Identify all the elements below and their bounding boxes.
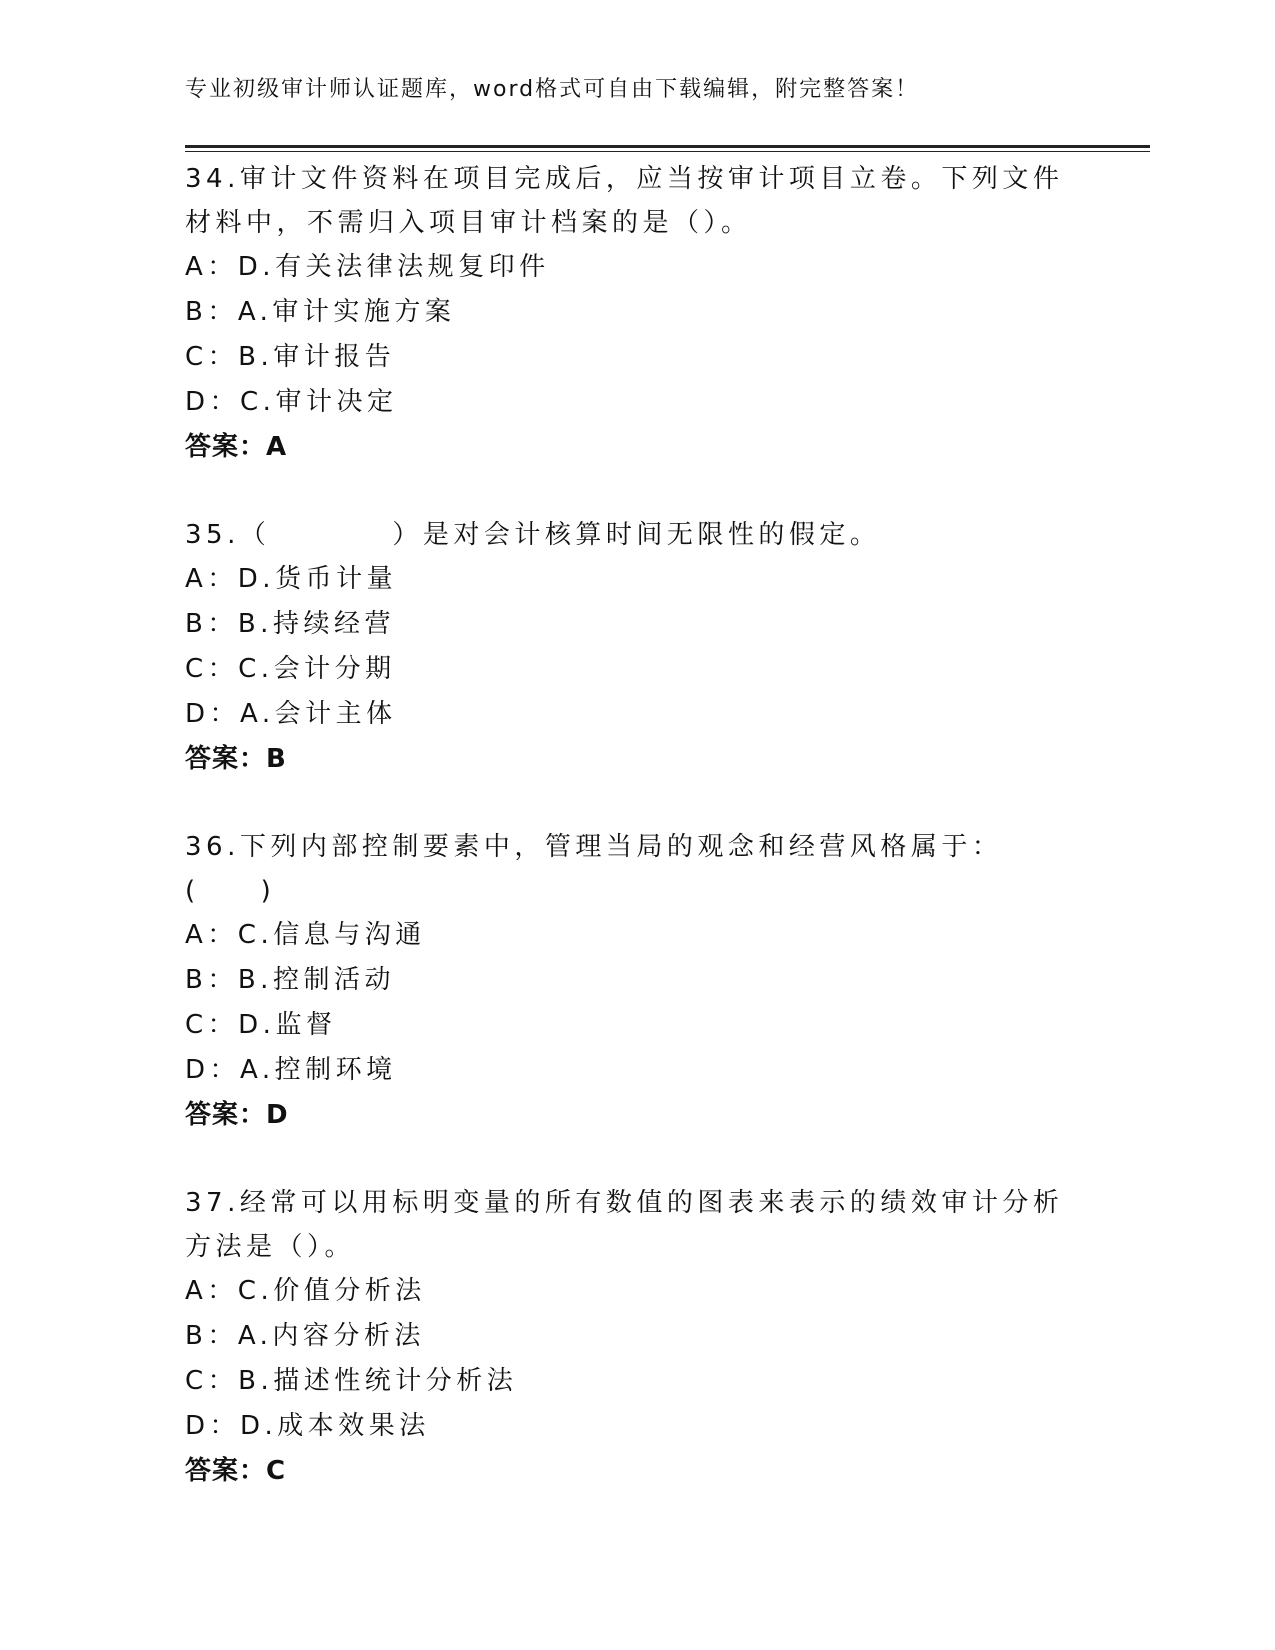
question-list — [185, 157, 1085, 1537]
option-b: B：A.内容分析法 — [185, 1321, 425, 1351]
answer-label: 答案：C — [185, 1456, 287, 1486]
header-rule-thick — [185, 145, 1150, 148]
page-header: 专业初级审计师认证题库，word格式可自由下载编辑，附完整答案！ — [185, 77, 920, 102]
question-stem: 37.经常可以用标明变量的所有数值的图表来表示的绩效审计分析方法是（）。 — [185, 1188, 1064, 1262]
question-stem: 35.（ ）是对会计核算时间无限性的假定。 — [185, 520, 881, 550]
option-d: D：C.审计决定 — [185, 387, 398, 417]
option-b: B：B.持续经营 — [185, 609, 395, 639]
option-a: A：D.有关法律法规复印件 — [185, 252, 550, 282]
question-stem: 36.下列内部控制要素中，管理当局的观念和经营风格属于：( ) — [185, 832, 1003, 906]
option-a: A：C.价值分析法 — [185, 1276, 426, 1306]
answer-label: 答案：B — [185, 744, 287, 774]
option-c: C：B.描述性统计分析法 — [185, 1366, 518, 1396]
option-b: B：A.审计实施方案 — [185, 297, 456, 327]
question-37 — [185, 1181, 1085, 1494]
option-d: D：A.控制环境 — [185, 1055, 397, 1085]
option-d: D：A.会计主体 — [185, 699, 397, 729]
option-d: D：D.成本效果法 — [185, 1411, 430, 1441]
option-c: C：D.监督 — [185, 1010, 337, 1040]
option-a: A：C.信息与沟通 — [185, 920, 426, 950]
answer-label: 答案：D — [185, 1100, 289, 1130]
question-36 — [185, 825, 1085, 1138]
question-stem: 34.审计文件资料在项目完成后，应当按审计项目立卷。下列文件材料中，不需归入项目审计档案的是（）。 — [185, 164, 1064, 238]
question-34 — [185, 157, 1085, 470]
question-35 — [185, 513, 1085, 782]
header-rule-thin — [185, 151, 1150, 152]
option-b: B：B.控制活动 — [185, 965, 395, 995]
answer-label: 答案：A — [185, 432, 288, 462]
option-c: C：B.审计报告 — [185, 342, 396, 372]
option-c: C：C.会计分期 — [185, 654, 396, 684]
option-a: A：D.货币计量 — [185, 564, 398, 594]
